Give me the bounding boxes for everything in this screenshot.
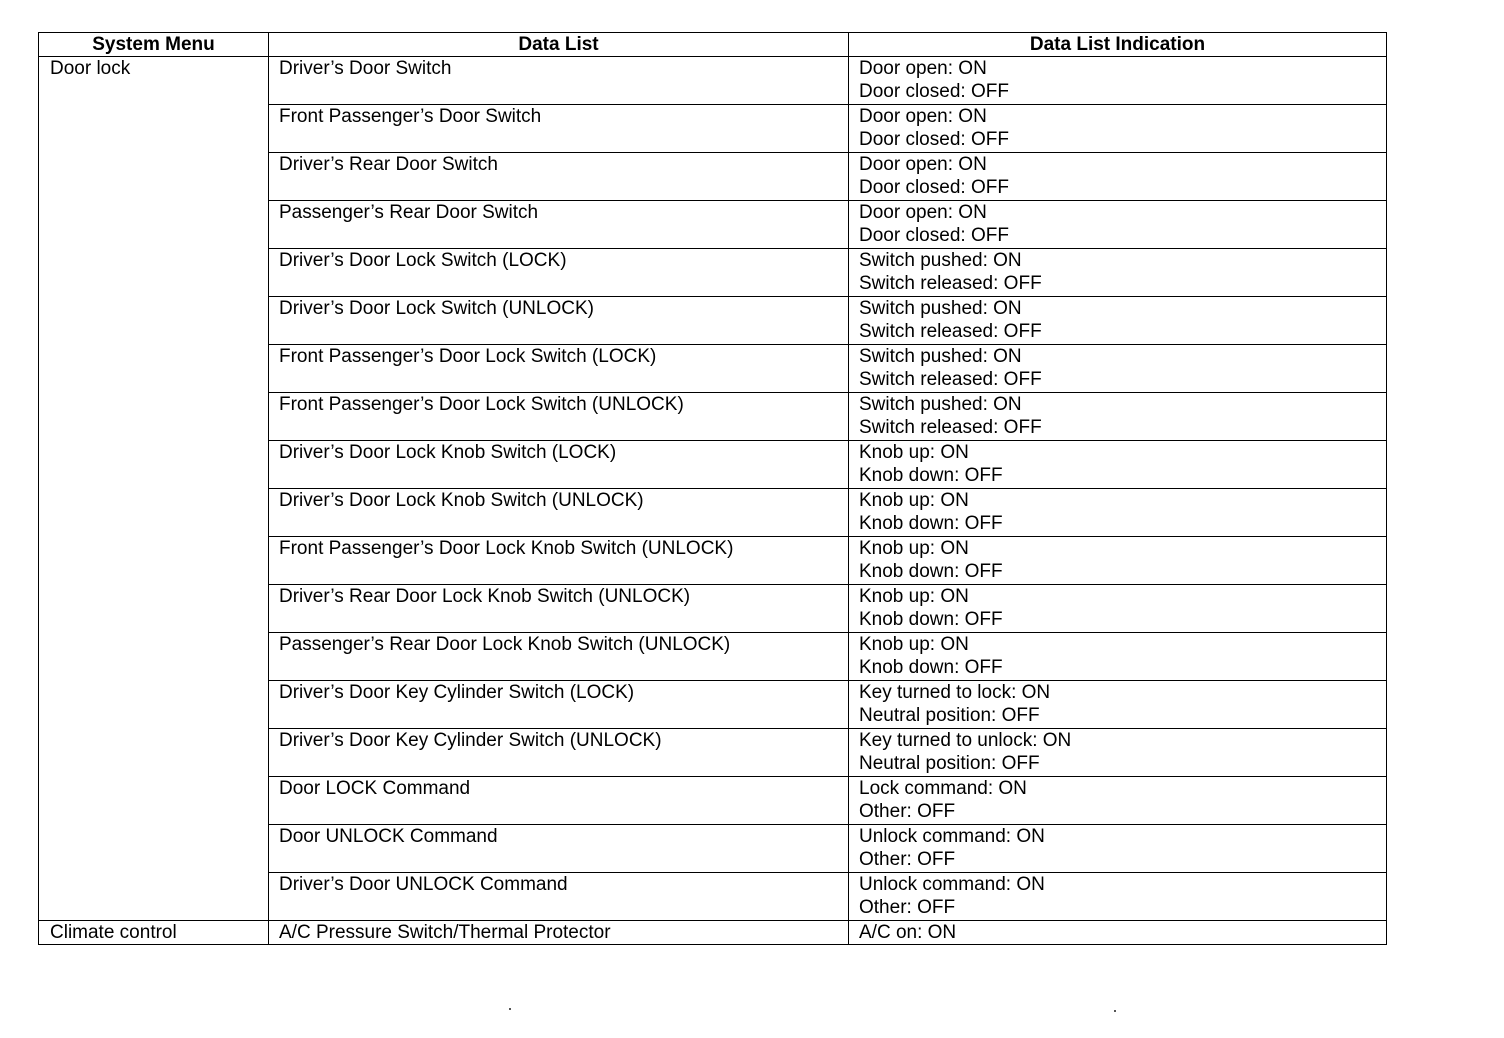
indication-line: Key turned to lock: ON: [859, 682, 1051, 703]
data-list-cell: [269, 921, 849, 945]
indication-line: Lock command: ON: [859, 778, 1027, 799]
indication-line: Unlock command: ON: [859, 826, 1045, 847]
data-list-table: [38, 32, 1387, 945]
data-list-indication-cell: [849, 873, 1387, 921]
header-data-list-indication: Data List Indication: [849, 33, 1387, 57]
data-list-indication-cell: [849, 537, 1387, 585]
data-list-cell: [269, 153, 849, 201]
indication-line: Knob down: OFF: [859, 561, 1003, 582]
data-list-indication-cell: [849, 921, 1387, 945]
data-list-cell: [269, 201, 849, 249]
data-list-indication-cell: [849, 489, 1387, 537]
data-list-label: Passenger’s Rear Door Lock Knob Switch (UNLOCK): [279, 634, 731, 655]
data-list-label: Driver’s Door Lock Switch (UNLOCK): [279, 298, 594, 319]
data-list-label: Driver’s Door Switch: [279, 58, 452, 79]
system-menu-cell: Door lock: [39, 57, 269, 921]
indication-line: Door closed: OFF: [859, 225, 1009, 246]
table-row: [39, 921, 1387, 945]
data-list-cell: [269, 345, 849, 393]
data-list-cell: [269, 681, 849, 729]
data-list-indication-cell: [849, 105, 1387, 153]
indication-line: Switch released: OFF: [859, 369, 1042, 390]
indication-line: Knob down: OFF: [859, 513, 1003, 534]
data-list-indication-cell: [849, 825, 1387, 873]
data-list-label: Driver’s Rear Door Lock Knob Switch (UNLOCK): [279, 586, 691, 607]
data-list-cell: [269, 393, 849, 441]
indication-line: Knob down: OFF: [859, 657, 1003, 678]
data-list-indication-cell: [849, 585, 1387, 633]
data-list-indication-cell: [849, 681, 1387, 729]
indication-line: Switch released: OFF: [859, 321, 1042, 342]
indication-line: Door open: ON: [859, 106, 987, 127]
table-body: [39, 57, 1387, 945]
data-list-label: Door LOCK Command: [279, 778, 471, 799]
indication-line: Switch released: OFF: [859, 417, 1042, 438]
system-menu-cell: Climate control: [39, 921, 269, 945]
indication-line: Switch pushed: ON: [859, 394, 1022, 415]
data-list-label: Front Passenger’s Door Switch: [279, 106, 542, 127]
data-list-cell: [269, 249, 849, 297]
data-list-label: Front Passenger’s Door Lock Knob Switch (UNLOCK): [279, 538, 734, 559]
indication-line: Unlock command: ON: [859, 874, 1045, 895]
data-list-cell: [269, 441, 849, 489]
indication-line: Switch pushed: ON: [859, 346, 1022, 367]
indication-line: Door open: ON: [859, 154, 987, 175]
data-list-indication-cell: [849, 345, 1387, 393]
data-list-label: Driver’s Door Key Cylinder Switch (LOCK): [279, 682, 635, 703]
indication-line: Knob down: OFF: [859, 609, 1003, 630]
indication-line: Switch pushed: ON: [859, 298, 1022, 319]
data-list-label: Driver’s Rear Door Switch: [279, 154, 498, 175]
indication-line: Other: OFF: [859, 897, 956, 918]
data-list-label: Front Passenger’s Door Lock Switch (LOCK): [279, 346, 657, 367]
data-list-cell: [269, 633, 849, 681]
data-list-indication-cell: [849, 633, 1387, 681]
indication-line: Door open: ON: [859, 58, 987, 79]
data-list-label: Driver’s Door Key Cylinder Switch (UNLOCK): [279, 730, 662, 751]
indication-line: Door closed: OFF: [859, 129, 1009, 150]
data-list-indication-cell: [849, 153, 1387, 201]
indication-line: Switch pushed: ON: [859, 250, 1022, 271]
data-list-cell: [269, 729, 849, 777]
table-row: [39, 57, 1387, 105]
data-list-indication-cell: [849, 201, 1387, 249]
indication-line: Other: OFF: [859, 801, 956, 822]
data-list-label: A/C Pressure Switch/Thermal Protector: [279, 922, 611, 943]
data-list-cell: [269, 105, 849, 153]
indication-line: Key turned to unlock: ON: [859, 730, 1072, 751]
scan-speck: [509, 1008, 511, 1010]
data-list-indication-cell: [849, 729, 1387, 777]
data-list-label: Driver’s Door Lock Switch (LOCK): [279, 250, 567, 271]
data-list-indication-cell: [849, 57, 1387, 105]
indication-line: Door open: ON: [859, 202, 987, 223]
data-list-label: Driver’s Door Lock Knob Switch (LOCK): [279, 442, 617, 463]
indication-line: Knob up: ON: [859, 490, 969, 511]
indication-line: Door closed: OFF: [859, 81, 1009, 102]
indication-line: Neutral position: OFF: [859, 753, 1040, 774]
data-list-cell: [269, 297, 849, 345]
scan-speck: [1114, 1010, 1116, 1012]
data-list-cell: [269, 489, 849, 537]
indication-line: Knob up: ON: [859, 586, 969, 607]
data-list-cell: [269, 57, 849, 105]
data-list-indication-cell: [849, 249, 1387, 297]
indication-line: Other: OFF: [859, 849, 956, 870]
indication-line: Knob down: OFF: [859, 465, 1003, 486]
data-list-indication-cell: [849, 297, 1387, 345]
data-list-cell: [269, 585, 849, 633]
indication-line: A/C on: ON: [859, 922, 957, 943]
indication-line: Knob up: ON: [859, 634, 969, 655]
data-list-label: Front Passenger’s Door Lock Switch (UNLOCK): [279, 394, 684, 415]
indication-line: Door closed: OFF: [859, 177, 1009, 198]
data-list-label: Driver’s Door Lock Knob Switch (UNLOCK): [279, 490, 644, 511]
indication-line: Knob up: ON: [859, 538, 969, 559]
data-list-indication-cell: [849, 393, 1387, 441]
table-header-row: [39, 33, 1387, 57]
data-list-label: Door UNLOCK Command: [279, 826, 498, 847]
indication-line: Knob up: ON: [859, 442, 969, 463]
data-list-indication-cell: [849, 777, 1387, 825]
data-list-cell: [269, 537, 849, 585]
header-data-list: Data List: [269, 33, 849, 57]
data-list-cell: [269, 825, 849, 873]
header-system-menu: System Menu: [39, 33, 269, 57]
data-list-label: Passenger’s Rear Door Switch: [279, 202, 539, 223]
data-list-cell: [269, 777, 849, 825]
data-list-indication-cell: [849, 441, 1387, 489]
indication-line: Switch released: OFF: [859, 273, 1042, 294]
data-list-cell: [269, 873, 849, 921]
data-list-label: Driver’s Door UNLOCK Command: [279, 874, 568, 895]
indication-line: Neutral position: OFF: [859, 705, 1040, 726]
